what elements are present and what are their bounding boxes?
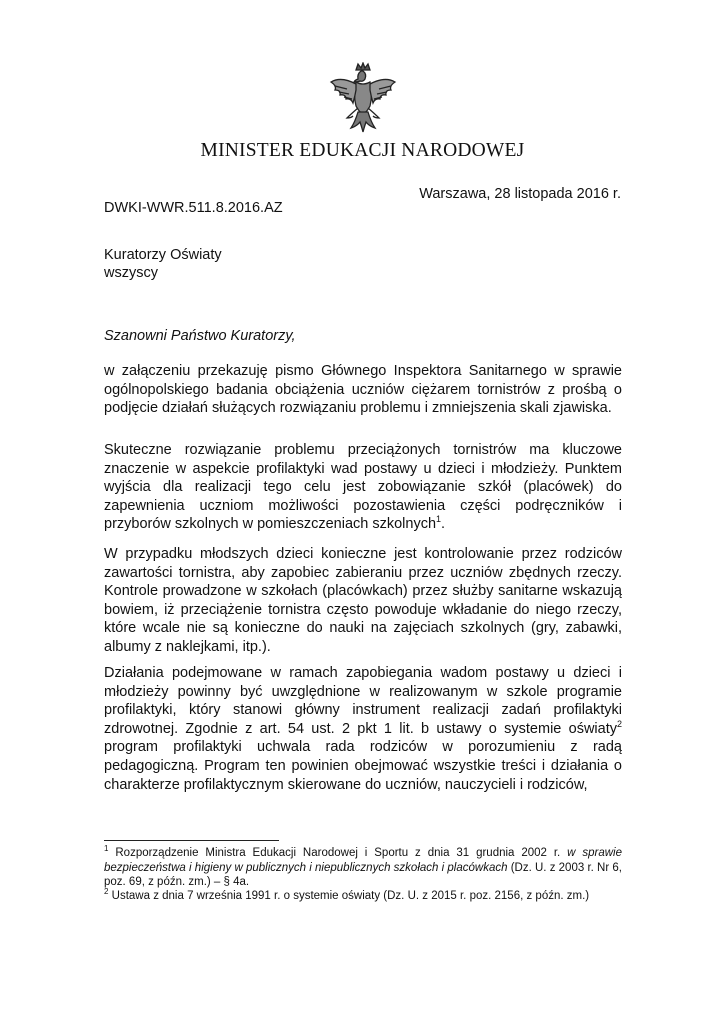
paragraph-2-end: . xyxy=(441,516,446,533)
footnote-ref-2: 2 xyxy=(616,718,622,729)
page-title: MINISTER EDUKACJI NARODOWEJ xyxy=(200,140,525,161)
polish-eagle-emblem xyxy=(327,62,399,136)
recipient-line-1: Kuratorzy Oświaty xyxy=(104,247,222,263)
paragraph-2 xyxy=(104,441,622,534)
paragraph-2-text: Skuteczne rozwiązanie problemu przeciążonych tornistrów ma kluczowe znaczenie w aspekcie profilaktyki wad postawy u dzieci i młodzieży. Punktem wyjścia dla realizacji tego celu jest zobowiązanie szkół (placówek) do zapewnienia uczniom możliwości pozostawienia części podręczników i przyborów szkolnych w pomieszczeniach szkolnych xyxy=(104,442,622,533)
footnote-2-text: Ustawa z dnia 7 września 1991 r. o systemie oświaty (Dz. U. z 2015 r. poz. 2156, z późn. zm.) xyxy=(108,890,590,902)
paragraph-4-text-b: program profilaktyki uchwala rada rodziców w porozumieniu z radą pedagogiczną. Program ten powinien obejmować wszystkie treści i działania o charakterze profilaktycznym skierowane do uczniów, nauczycieli i rodziców, xyxy=(104,739,622,793)
footnote-1-text-a: Rozporządzenie Ministra Edukacji Narodowej i Sportu z dnia 31 grudnia 2002 r. xyxy=(108,847,568,859)
paragraph-1: w załączeniu przekazuję pismo Głównego Inspektora Sanitarnego w sprawie ogólnopolskiego badania obciążenia uczniów ciężarem tornistrów z prośbą o podjęcie działań służących rozwiązaniu problemu i zmniejszenia skali zjawiska. xyxy=(104,363,622,417)
footnote-1-text-b: (Dz. U. z 2003 r. Nr 6, poz. 69, z późn. zm.) – § 4a. xyxy=(104,861,622,889)
footnote-1-number: 1 xyxy=(104,844,109,854)
paragraph-4 xyxy=(104,664,622,794)
footnote-1 xyxy=(104,846,622,890)
reference-number: DWKI-WWR.511.8.2016.AZ xyxy=(104,200,283,216)
recipient-line-2: wszyscy xyxy=(104,265,158,281)
recipient-block xyxy=(104,246,222,282)
footnote-ref-1: 1 xyxy=(436,514,442,525)
paragraph-4-text-a: Działania podejmowane w ramach zapobiegania wadom postawy u dzieci i młodzieży powinny być uwzględnione w realizowanym w szkole programie profilaktyki, który stanowi główny instrument realizacji zadań profilaktyki zdrowotnej. Zgodnie z art. 54 ust. 2 pkt 1 lit. b ustawy o systemie oświaty xyxy=(104,665,622,737)
footnote-separator xyxy=(104,840,279,841)
salutation: Szanowni Państwo Kuratorzy, xyxy=(104,328,296,344)
place-and-date: Warszawa, 28 listopada 2016 r. xyxy=(419,186,621,202)
footnote-2 xyxy=(104,889,622,904)
footnote-2-number: 2 xyxy=(104,887,109,897)
footnote-1-italic: w sprawie bezpieczeństwa i higieny w publicznych i niepublicznych szkołach i placówkach xyxy=(104,847,622,874)
paragraph-3: W przypadku młodszych dzieci konieczne jest kontrolowanie przez rodziców zawartości tornistra, aby zapobiec zabieraniu przez uczniów zbędnych rzeczy. Kontrole prowadzone w szkołach (placówkach) przez służby sanitarne wskazują bowiem, iż przeciążenie tornistra często powoduje wkładanie do niego rzeczy, które wcale nie są konieczne do nauki na zajęciach szkolnych (gry, zabawki, albumy z naklejkami, itp.). xyxy=(104,546,622,655)
